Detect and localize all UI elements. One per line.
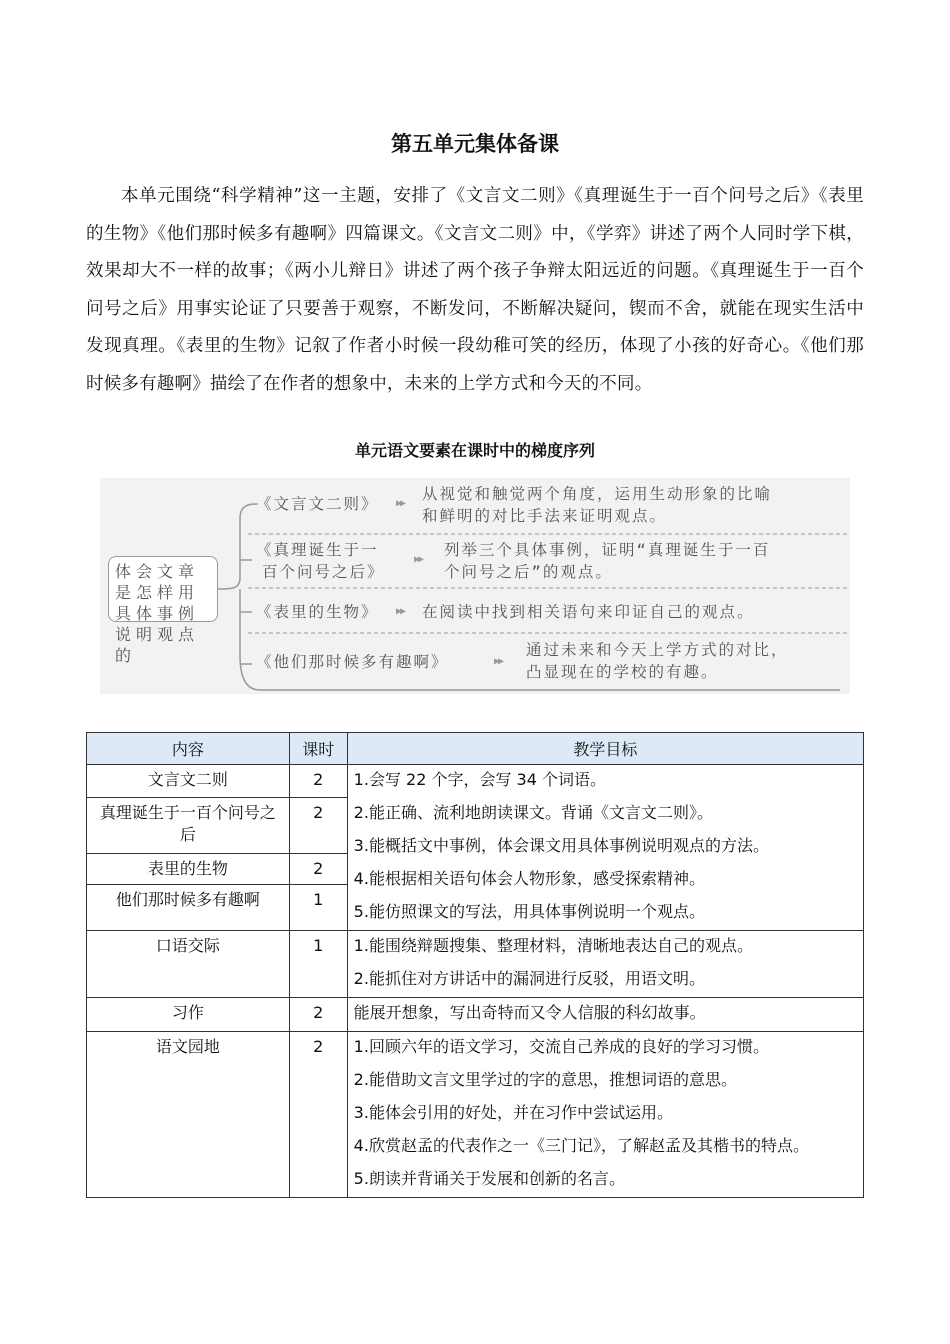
branch-1-desc-line1: 从视觉和触觉两个角度，运用生动形象的比喻: [422, 485, 773, 503]
cell-goals: [347, 931, 863, 998]
goal-item: 2.能正确、流利地朗读课文。背诵《文言文二则》。: [353, 803, 713, 822]
branch-1-book: 《文言文二则》: [256, 495, 379, 513]
goal-item: 5.朗读并背诵关于发展和创新的名言。: [353, 1169, 625, 1188]
table-row: [87, 998, 864, 1032]
table-header-row: [87, 733, 864, 765]
diagram-title: 单元语文要素在课时中的梯度序列: [354, 441, 595, 460]
header-goals: 教学目标: [347, 733, 863, 765]
cell-hours: 2: [289, 998, 347, 1032]
goal-item: 1.会写 22 个字，会写 34 个词语。: [353, 770, 607, 789]
branch-4-book: 《他们那时候多有趣啊》: [256, 653, 449, 671]
branch-1-desc-line2: 和鲜明的对比手法来证明观点。: [422, 507, 668, 525]
header-hours: 课时: [289, 733, 347, 765]
goal-item: 2.能抓住对方讲话中的漏洞进行反驳，用语文明。: [353, 969, 705, 988]
cell-hours: 2: [289, 798, 347, 854]
cell-goals: [347, 765, 863, 931]
page-title: 第五单元集体备课: [391, 132, 559, 156]
cell-content: 口语交际: [87, 931, 290, 998]
diagram-root: 体会文章是怎样用具体事例说明观点的: [108, 556, 218, 622]
arrow-icon: ▶▶: [396, 606, 405, 617]
intro-paragraph: 本单元围绕“科学精神”这一主题，安排了《文言文二则》《真理诞生于一百个问号之后》《表里的生物》《他们那时候多有趣啊》四篇课文。《文言文二则》中，《学弈》讲述了两个人同时学下棋，效果却大不一样的故事；《两小儿辩日》讲述了两个孩子争辩太阳远近的问题。《真理诞生于一百个问号之后》用事实论证了只要善于观察，不断发问，不断解决疑问，锲而不舍，就能在现实生活中发现真理。《表里的生物》记叙了作者小时候一段幼稚可笑的经历，体现了小孩的好奇心。《他们那时候多有趣啊》描绘了在作者的想象中，未来的上学方式和今天的不同。: [86, 186, 864, 394]
cell-content: 表里的生物: [87, 854, 290, 885]
cell-hours: 2: [289, 854, 347, 885]
cell-content: 语文园地: [87, 1032, 290, 1198]
arrow-icon: ▶▶: [414, 554, 423, 565]
table-row: [87, 765, 864, 798]
branch-3-desc: 在阅读中找到相关语句来印证自己的观点。: [422, 603, 755, 621]
cell-hours: 1: [289, 931, 347, 998]
table-row: [87, 931, 864, 998]
branch-1: [248, 482, 848, 532]
branch-4: [248, 638, 848, 688]
goal-item: 3.能概括文中事例，体会课文用具体事例说明观点的方法。: [353, 836, 769, 855]
goal-item: 3.能体会引用的好处，并在习作中尝试运用。: [353, 1103, 673, 1122]
arrow-icon: ▶▶: [396, 498, 405, 509]
cell-content: 真理诞生于一百个问号之后: [87, 798, 290, 854]
cell-goals: [347, 1032, 863, 1198]
branch-4-desc-line2: 凸显现在的学校的有趣。: [526, 663, 719, 681]
branch-2-book-line1: 《真理诞生于一: [256, 541, 379, 559]
cell-hours: 2: [289, 1032, 347, 1198]
goal-item: 5.能仿照课文的写法，用具体事例说明一个观点。: [353, 902, 705, 921]
cell-content: 习作: [87, 998, 290, 1032]
branch-3-book: 《表里的生物》: [256, 603, 379, 621]
arrow-icon: ▶▶: [494, 656, 503, 667]
cell-goals: [347, 998, 863, 1032]
branch-3: [248, 592, 848, 632]
lesson-plan-table: [86, 732, 864, 1198]
goal-item: 4.欣赏赵孟的代表作之一《三门记》，了解赵孟及其楷书的特点。: [353, 1136, 809, 1155]
cell-hours: 1: [289, 885, 347, 931]
goal-item: 1.能围绕辩题搜集、整理材料，清晰地表达自己的观点。: [353, 936, 753, 955]
goal-item: 1.回顾六年的语文学习，交流自己养成的良好的学习习惯。: [353, 1037, 769, 1056]
branch-2-desc-line2: 个问号之后”的观点。: [444, 563, 613, 581]
header-content: 内容: [87, 733, 290, 765]
cell-hours: 2: [289, 765, 347, 798]
branch-2-desc-line1: 列举三个具体事例，证明“真理诞生于一百: [444, 541, 771, 559]
goal-item: 4.能根据相关语句体会人物形象，感受探索精神。: [353, 869, 705, 888]
table-row: [87, 1032, 864, 1198]
element-diagram: [100, 478, 850, 694]
goal-item: 能展开想象，写出奇特而又令人信服的科幻故事。: [353, 1003, 706, 1022]
cell-content: 文言文二则: [87, 765, 290, 798]
cell-content: 他们那时候多有趣啊: [87, 885, 290, 931]
branch-2: [248, 538, 848, 588]
branch-2-book-line2: 百个问号之后》: [262, 563, 385, 581]
goal-item: 2.能借助文言文里学过的字的意思，推想词语的意思。: [353, 1070, 737, 1089]
branch-4-desc-line1: 通过未来和今天上学方式的对比，: [526, 641, 789, 659]
